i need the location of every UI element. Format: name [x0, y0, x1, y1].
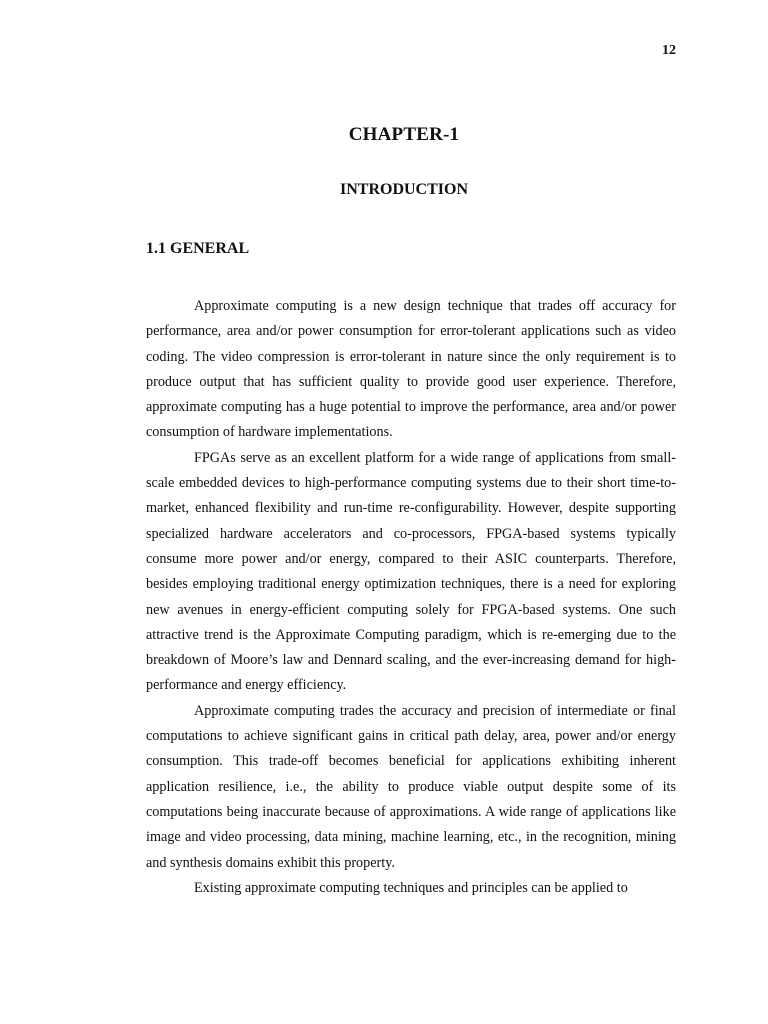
- section-heading: 1.1 GENERAL: [146, 240, 250, 257]
- chapter-subtitle: INTRODUCTION: [339, 181, 468, 198]
- paragraph-existing-techniques: Existing approximate computing techniques and principles can be applied to: [194, 879, 628, 896]
- paragraph-fpgas: FPGAs serve as an excellent platform for a wide range of applications from small-scale embedded devices to high-performance computing systems due to their short time-to-market, enhanced flexibility and run-time re-configurability. However, despite supporting specialized hardware accelerators and co-processors, FPGA-based systems typically consume more power and/or energy, compared to their ASIC counterparts. Therefore, besides employing traditional energy optimization techniques, there is a need for exploring new avenues in energy-efficient computing solely for FPGA-based systems. One such attractive trend is the Approximate Computing paradigm, which is re-emerging due to the breakdown of Moore’s law and Dennard scaling, and the ever-increasing demand for high-performance and energy efficiency.: [146, 449, 676, 694]
- paragraph-accuracy-tradeoff: Approximate computing trades the accuracy and precision of intermediate or final computations to achieve significant gains in critical path delay, area, power and/or energy consumption. This trade-off becomes beneficial for applications exhibiting inherent application resilience, i.e., the ability to produce viable output despite some of its computations being inaccurate because of approximations. A wide range of applications like image and video processing, data mining, machine learning, etc., in the recognition, mining and synthesis domains exhibit this property.: [146, 702, 676, 871]
- chapter-title: CHAPTER-1: [348, 124, 460, 145]
- page-number: 12: [662, 43, 676, 58]
- paragraph-approximate-computing: Approximate computing is a new design technique that trades off accuracy for performance, area and/or power consumption for error-tolerant applications such as video coding. The video compression is error-tolerant in nature since the only requirement is to produce output that has sufficient quality to provide good user experience. Therefore, approximate computing has a huge potential to improve the performance, area and/or power consumption of hardware implementations.: [146, 298, 676, 441]
- body-text: [146, 294, 676, 901]
